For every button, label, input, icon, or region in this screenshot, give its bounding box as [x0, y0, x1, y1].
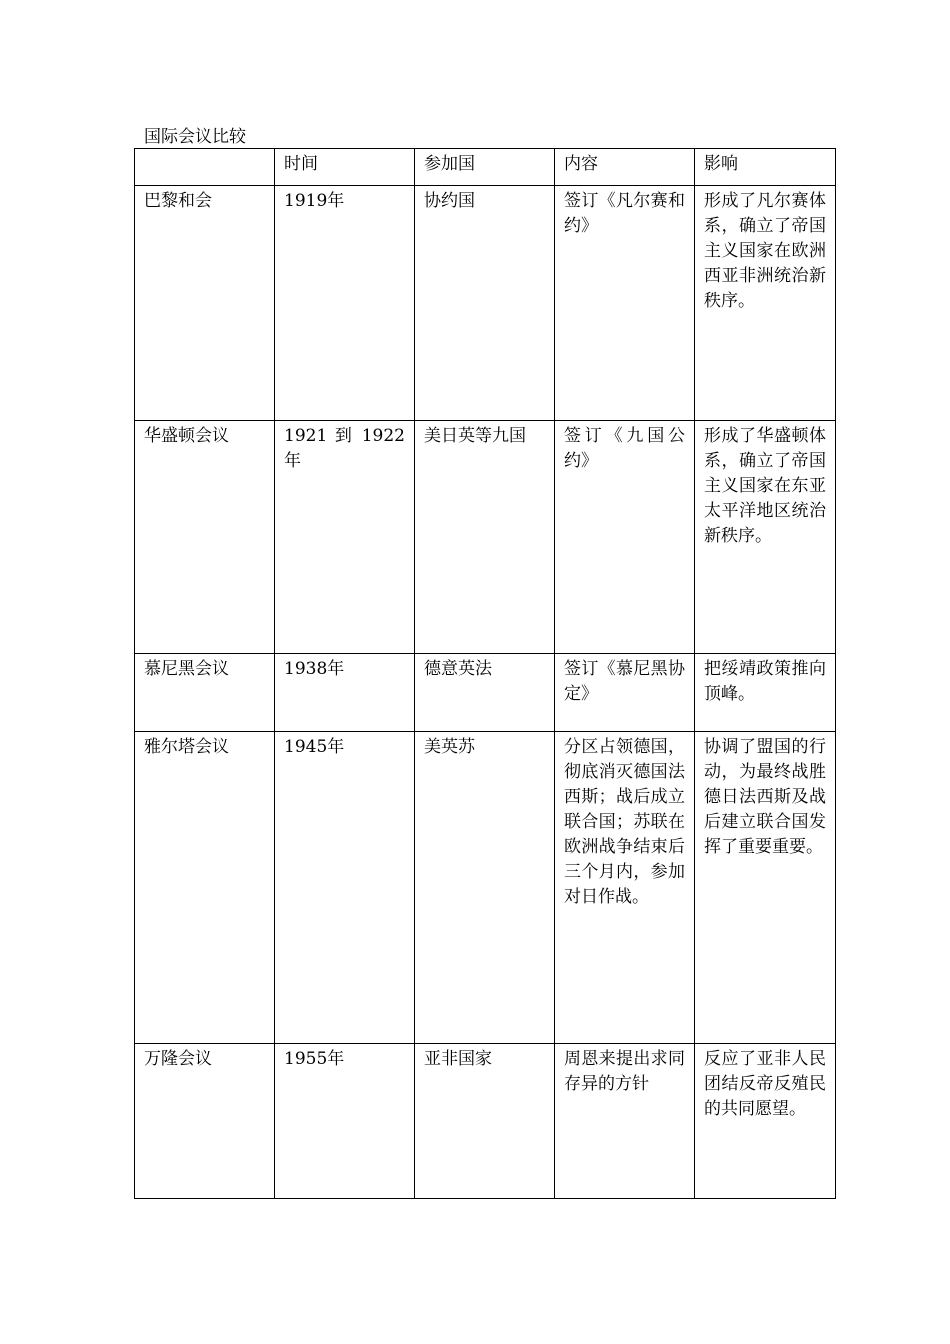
content-cell: 周恩来提出求同存异的方针 [555, 1044, 695, 1199]
countries-cell: 亚非国家 [415, 1044, 555, 1199]
conference-name-cell: 万隆会议 [135, 1044, 275, 1199]
header-row [135, 149, 836, 186]
content-cell: 分区占领德国，彻底消灭德国法西斯；战后成立联合国；苏联在欧洲战争结束后三个月内，参加对日作战。 [555, 732, 695, 1044]
content-cell: 签订《凡尔赛和约》 [555, 186, 695, 421]
time-cell: 1945年 [275, 732, 415, 1044]
table-row [135, 732, 836, 1044]
header-cell-countries: 参加国 [415, 149, 555, 186]
conference-name-cell: 华盛顿会议 [135, 421, 275, 654]
document-title: 国际会议比较 [144, 127, 246, 147]
countries-cell: 美英苏 [415, 732, 555, 1044]
table-row [135, 654, 836, 732]
table-row [135, 1044, 836, 1199]
content-cell: 签订《慕尼黑协定》 [555, 654, 695, 732]
time-cell: 1938年 [275, 654, 415, 732]
countries-cell: 美日英等九国 [415, 421, 555, 654]
conference-name-cell: 雅尔塔会议 [135, 732, 275, 1044]
impact-cell: 反应了亚非人民团结反帝反殖民的共同愿望。 [695, 1044, 836, 1199]
table-row [135, 421, 836, 654]
table-row [135, 186, 836, 421]
impact-cell: 把绥靖政策推向顶峰。 [695, 654, 836, 732]
header-cell-empty [135, 149, 275, 186]
impact-cell: 协调了盟国的行动，为最终战胜德日法西斯及战后建立联合国发挥了重要重要。 [695, 732, 836, 1044]
countries-cell: 德意英法 [415, 654, 555, 732]
time-cell: 1919年 [275, 186, 415, 421]
conference-name-cell: 慕尼黑会议 [135, 654, 275, 732]
content-cell: 签订《九国公约》 [555, 421, 695, 654]
impact-cell: 形成了华盛顿体系，确立了帝国主义国家在东亚太平洋地区统治新秩序。 [695, 421, 836, 654]
header-cell-content: 内容 [555, 149, 695, 186]
conference-name-cell: 巴黎和会 [135, 186, 275, 421]
time-cell: 1955年 [275, 1044, 415, 1199]
countries-cell: 协约国 [415, 186, 555, 421]
header-cell-impact: 影响 [695, 149, 836, 186]
time-cell: 1921 到 1922年 [275, 421, 415, 654]
conference-comparison-table [134, 148, 836, 1199]
header-cell-time: 时间 [275, 149, 415, 186]
impact-cell: 形成了凡尔赛体系，确立了帝国主义国家在欧洲西亚非洲统治新秩序。 [695, 186, 836, 421]
